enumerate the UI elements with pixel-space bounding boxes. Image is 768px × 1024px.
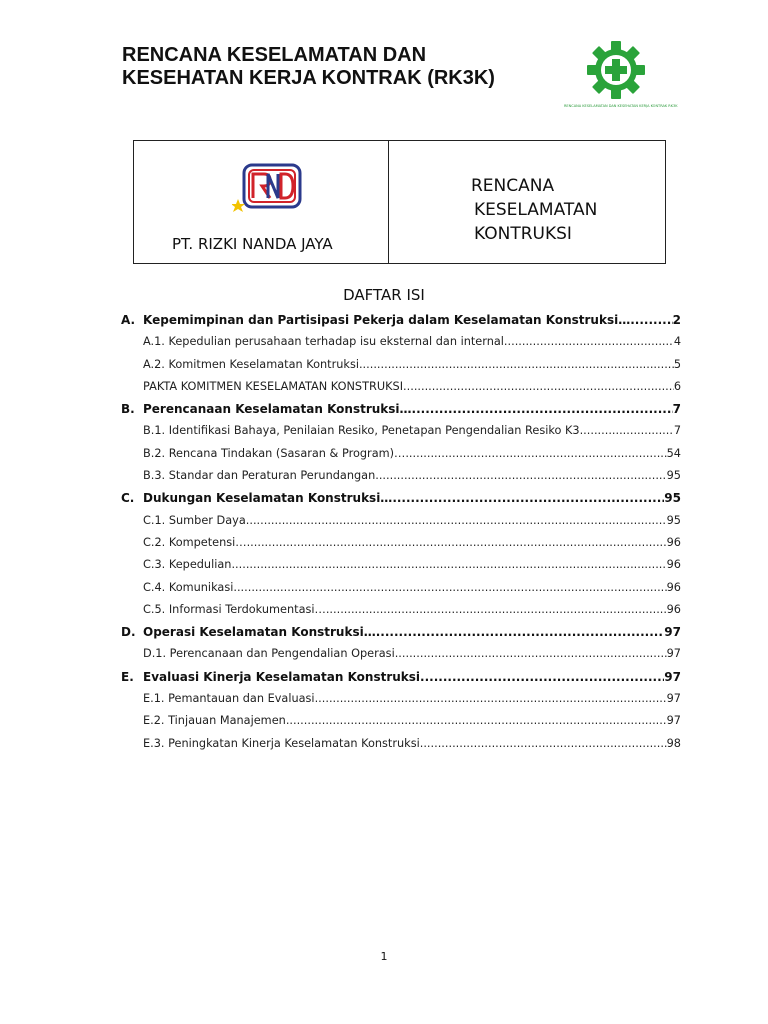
toc-entry-page: 6 xyxy=(673,379,681,393)
document-title-line-1: RENCANA KESELAMATAN DAN xyxy=(122,44,427,66)
toc-entry-title: E.3. Peningkatan Kinerja Keselamatan Konstruksi xyxy=(143,736,420,750)
toc-leader-dots xyxy=(405,443,666,465)
company-cell xyxy=(134,141,389,263)
toc-entry-title: Perencanaan Keselamatan Konstruksi… xyxy=(143,402,412,417)
toc-entry-page: 97 xyxy=(666,692,681,706)
toc-entry-title: E.1. Pemantauan dan Evaluasi xyxy=(143,692,315,706)
toc-entry-title: C.4. Komunikasi xyxy=(143,580,234,594)
toc-entry-title: A.2. Komitmen Keselamatan Kontruksi xyxy=(143,357,359,371)
toc-entry[interactable] xyxy=(121,666,681,688)
toc-leader-dots xyxy=(504,331,674,353)
table-of-contents xyxy=(121,309,681,755)
toc-entry[interactable] xyxy=(121,309,681,331)
toc-entry-page: 96 xyxy=(666,580,681,594)
plan-title-line-1: RENCANA xyxy=(471,176,555,196)
toc-entry-prefix: E. xyxy=(121,669,134,684)
toc-entry-page: 98 xyxy=(666,736,681,750)
toc-entry-title: C.5. Informasi Terdokumentasi… xyxy=(143,602,326,616)
toc-entry[interactable] xyxy=(121,532,681,554)
toc-entry-title: B.3. Standar dan Peraturan Perundangan xyxy=(143,469,376,483)
plan-title-cell xyxy=(389,141,665,263)
toc-leader-dots xyxy=(412,398,673,420)
toc-entry[interactable] xyxy=(121,354,681,376)
toc-entry[interactable] xyxy=(121,577,681,599)
toc-entry[interactable] xyxy=(121,688,681,710)
toc-entry-title: C.3. Kepedulian xyxy=(143,558,232,572)
toc-entry[interactable] xyxy=(121,510,681,532)
toc-entry[interactable] xyxy=(121,487,681,509)
toc-leader-dots xyxy=(420,666,664,688)
toc-entry-title: A.1. Kepedulian perusahaan terhadap isu eksternal dan internal xyxy=(143,335,504,349)
toc-entry[interactable] xyxy=(121,331,681,353)
company-name: PT. RIZKI NANDA JAYA xyxy=(172,235,333,253)
toc-entry[interactable] xyxy=(121,420,681,442)
k3-logo xyxy=(564,40,678,116)
toc-entry[interactable] xyxy=(121,710,681,732)
toc-entry-page: 7 xyxy=(673,424,681,438)
toc-leader-dots xyxy=(403,376,674,398)
toc-entry[interactable] xyxy=(121,376,681,398)
toc-leader-dots xyxy=(395,643,667,665)
toc-leader-dots xyxy=(231,554,666,576)
toc-entry-prefix: C. xyxy=(121,491,135,506)
toc-entry-page: 54 xyxy=(666,446,681,460)
toc-leader-dots xyxy=(359,354,674,376)
toc-entry[interactable] xyxy=(121,599,681,621)
toc-entry-title: Operasi Keselamatan Konstruksi… xyxy=(143,625,376,640)
toc-leader-dots xyxy=(630,309,672,331)
toc-entry-title: C.1. Sumber Daya xyxy=(143,513,246,527)
toc-entry-page: 97 xyxy=(664,625,681,640)
document-title-line-2: KESEHATAN KERJA KONTRAK (RK3K) xyxy=(122,67,495,89)
toc-entry-title: Kepemimpinan dan Partisipasi Pekerja dalam Keselamatan Konstruksi… xyxy=(143,313,631,327)
page-number: 1 xyxy=(380,950,388,963)
toc-entry-title: B.2. Rencana Tindakan (Sasaran & Program)… xyxy=(143,446,406,460)
k3-logo-caption: RENCANA KESELAMATAN DAN KESEHATAN KERJA KONTRAK RK3K xyxy=(564,104,678,108)
toc-entry[interactable] xyxy=(121,733,681,755)
plan-title-line-3: KONTRUKSI xyxy=(474,224,572,244)
toc-leader-dots xyxy=(247,532,667,554)
toc-entry-page: 4 xyxy=(673,335,681,349)
toc-entry-title: PAKTA KOMITMEN KESELAMATAN KONSTRUKSI xyxy=(143,379,404,393)
toc-entry[interactable] xyxy=(121,643,681,665)
toc-entry[interactable] xyxy=(121,398,681,420)
toc-entry-page: 95 xyxy=(666,469,681,483)
toc-leader-dots xyxy=(233,577,666,599)
toc-leader-dots xyxy=(286,710,667,732)
document-title xyxy=(122,44,542,90)
toc-entry-title: Dukungan Keselamatan Konstruksi… xyxy=(143,491,393,506)
plan-title-line-2: KESELAMATAN xyxy=(474,200,598,220)
toc-leader-dots xyxy=(420,733,667,755)
toc-entry-prefix: B. xyxy=(121,402,135,417)
toc-leader-dots xyxy=(580,420,674,442)
toc-entry[interactable] xyxy=(121,465,681,487)
plan-title xyxy=(471,174,597,246)
toc-entry-page: 96 xyxy=(666,535,681,549)
toc-entry-title: D.1. Perencanaan dan Pengendalian Operasi xyxy=(143,647,395,661)
toc-entry-page: 97 xyxy=(666,714,681,728)
toc-leader-dots xyxy=(392,487,664,509)
toc-entry-page: 96 xyxy=(666,558,681,572)
toc-entry-title: E.2. Tinjauan Manajemen xyxy=(143,714,286,728)
toc-entry-title: B.1. Identifikasi Bahaya, Penilaian Resiko, Penetapan Pengendalian Resiko K3 xyxy=(143,424,580,438)
k3-gear-cross-icon xyxy=(586,40,646,100)
toc-entry[interactable] xyxy=(121,621,681,643)
toc-heading: DAFTAR ISI xyxy=(343,286,425,304)
toc-entry-page: 97 xyxy=(664,669,681,684)
toc-leader-dots xyxy=(376,621,665,643)
toc-leader-dots xyxy=(246,510,667,532)
toc-entry[interactable] xyxy=(121,554,681,576)
toc-leader-dots xyxy=(326,599,667,621)
toc-entry-page: 2 xyxy=(672,313,681,327)
toc-entry-page: 95 xyxy=(666,513,681,527)
toc-leader-dots xyxy=(315,688,667,710)
rnd-company-logo xyxy=(232,161,308,217)
toc-entry[interactable] xyxy=(121,443,681,465)
toc-entry-page: 95 xyxy=(664,491,681,506)
toc-entry-prefix: D. xyxy=(121,625,136,640)
toc-entry-title: C.2. Kompetensi… xyxy=(143,535,247,549)
toc-entry-page: 7 xyxy=(672,402,681,417)
toc-entry-title: Evaluasi Kinerja Keselamatan Konstruksi xyxy=(143,669,421,684)
info-box xyxy=(133,140,666,264)
toc-entry-page: 97 xyxy=(666,647,681,661)
toc-leader-dots xyxy=(375,465,666,487)
toc-entry-page: 5 xyxy=(673,357,681,371)
toc-entry-prefix: A. xyxy=(121,313,136,327)
toc-entry-page: 96 xyxy=(666,602,681,616)
